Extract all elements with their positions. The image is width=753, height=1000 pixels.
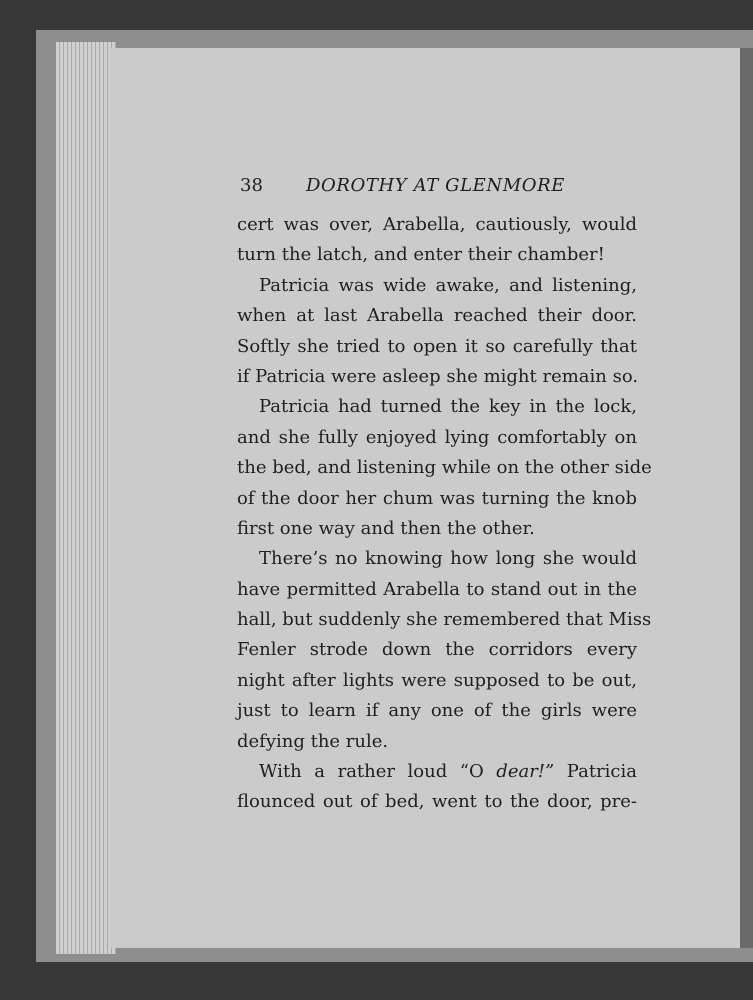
- body-text: [237, 210, 652, 818]
- page-edges: [56, 42, 116, 954]
- text-line: and she fully enjoyed lying comfortably on: [237, 426, 637, 448]
- page-number: 38: [240, 175, 263, 196]
- text-line: flounced out of bed, went to the door, pre-: [237, 791, 637, 813]
- text-line: night after lights were supposed to be out,: [237, 669, 637, 691]
- text-line-part: Patricia: [554, 761, 637, 783]
- italic-word: dear!”: [496, 761, 555, 783]
- text-line: have permitted Arabella to stand out in the: [237, 578, 637, 600]
- text-line: Patricia had turned the key in the lock,: [259, 396, 637, 418]
- page-edge-shadow: [740, 48, 753, 948]
- text-line: when at last Arabella reached their door.: [237, 305, 637, 327]
- text-line: hall, but suddenly she remembered that Miss: [237, 609, 652, 631]
- text-line: cert was over, Arabella, cautiously, would: [237, 214, 637, 235]
- text-line: turn the latch, and enter their chamber!: [237, 244, 605, 266]
- text-line: [237, 757, 637, 787]
- text-line: Fenler strode down the corridors every: [237, 639, 637, 661]
- book-title: DOROTHY AT GLENMORE: [306, 175, 566, 196]
- text-line: Patricia was wide awake, and listening,: [259, 274, 637, 296]
- text-line-part: With a rather loud “O: [259, 761, 497, 783]
- text-line: of the door her chum was turning the knob: [237, 487, 637, 509]
- text-line: if Patricia were asleep she might remain so.: [237, 365, 639, 387]
- text-line: There’s no knowing how long she would: [259, 548, 637, 570]
- text-line: Softly she tried to open it so carefully that: [237, 335, 637, 357]
- running-head: [240, 175, 638, 201]
- text-line: just to learn if any one of the girls were: [237, 700, 637, 722]
- text-line: first one way and then the other.: [237, 517, 535, 539]
- text-line: defying the rule.: [237, 730, 389, 752]
- text-line: the bed, and listening while on the other side: [237, 457, 652, 479]
